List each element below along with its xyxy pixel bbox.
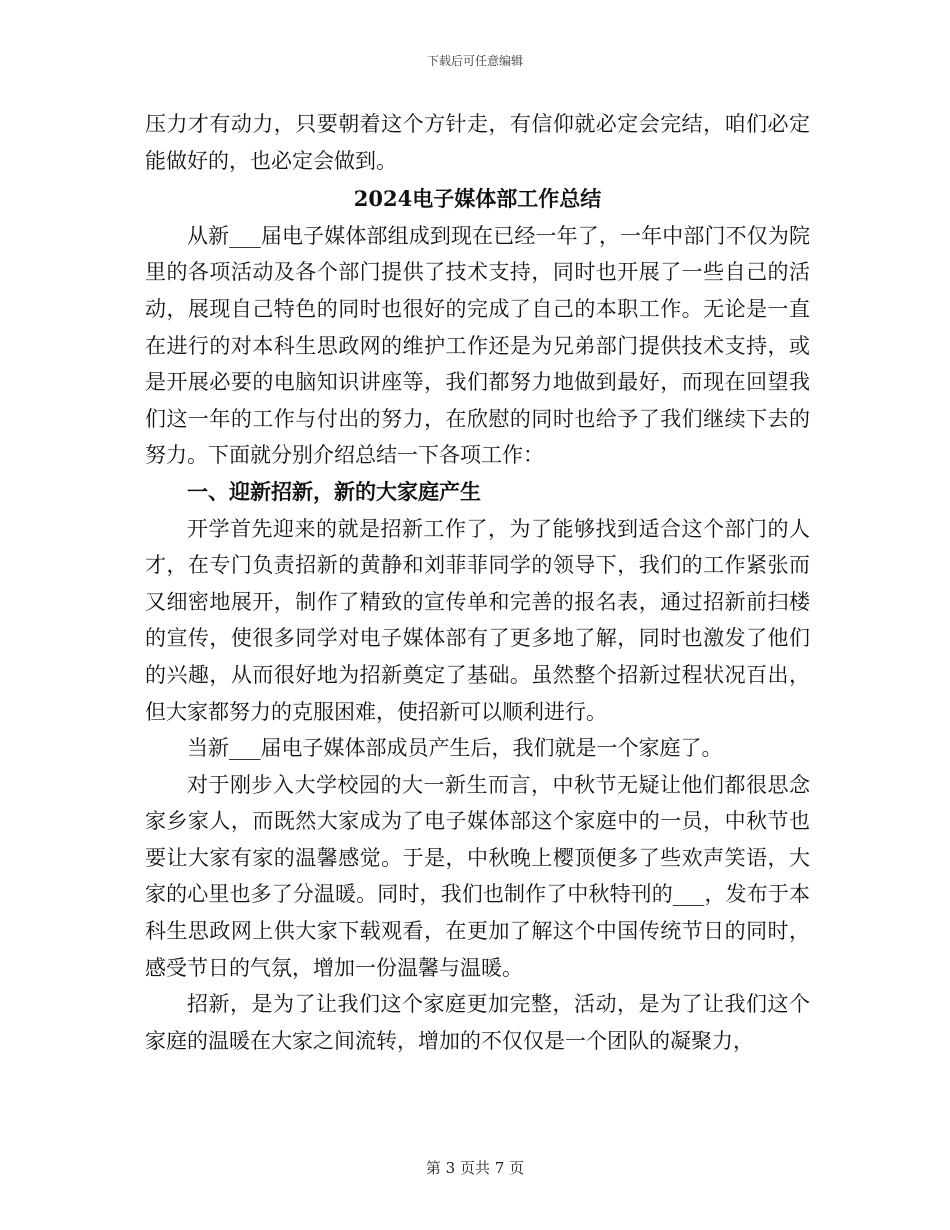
intro-paragraph: 压力才有动力，只要朝着这个方针走，有信仰就必定会完结，咱们必定能做好的，也必定会做到。 — [145, 112, 810, 173]
paragraph-4: 对于刚步入大学校园的大一新生而言，中秋节无疑让他们都很思念家乡家人，而既然大家成为了电子媒体部这个家庭中的一员，中秋节也要让大家有家的温馨感觉。于是，中秋晚上樱顶便多了些欢声笑语，大家的心里也多了分温暖。同时，我们也制作了中秋特刊的___，发布于本科生思政网上供大家下载观看，在更加了解这个中国传统节日的同时，感受节日的气氛，增加一份温馨与温暖。 — [145, 772, 810, 980]
paragraph-2: 开学首先迎来的就是招新工作了，为了能够找到适合这个部门的人才，在专门负责招新的黄静和刘菲菲同学的领导下，我们的工作紧张而又细密地展开，制作了精致的宣传单和完善的报名表，通过招新前扫楼的宣传，使很多同学对电子媒体部有了更多地了解，同时也激发了他们的兴趣，从而很好地为招新奠定了基础。虽然整个招新过程状况百出，但大家都努力的克服困难，使招新可以顺利进行。 — [145, 516, 810, 724]
page-header: 下载后可任意编辑 — [426, 54, 523, 68]
paragraph-3: 当新___届电子媒体部成员产生后，我们就是一个家庭了。 — [187, 736, 723, 761]
document-body — [145, 106, 810, 1059]
document-title: 2024电子媒体部工作总结 — [353, 186, 602, 212]
paragraph-5: 招新，是为了让我们这个家庭更加完整，活动，是为了让我们这个家庭的温暖在大家之间流转，增加的不仅仅是一个团队的凝聚力， — [145, 992, 810, 1053]
paragraph-1: 从新___届电子媒体部组成到现在已经一年了，一年中部门不仅为院里的各项活动及各个部门提供了技术支持，同时也开展了一些自己的活动，展现自己特色的同时也很好的完成了自己的本职工作。无论是一直在进行的对本科生思政网的维护工作还是为兄弟部门提供技术支持，或是开展必要的电脑知识讲座等，我们都努力地做到最好，而现在回望我们这一年的工作与付出的努力，在欣慰的同时也给予了我们继续下去的努力。下面就分别介绍总结一下各项工作： — [145, 223, 810, 468]
section-heading-1: 一、迎新招新，新的大家庭产生 — [187, 478, 481, 504]
page-footer: 第 3 页共 7 页 — [425, 1159, 525, 1177]
